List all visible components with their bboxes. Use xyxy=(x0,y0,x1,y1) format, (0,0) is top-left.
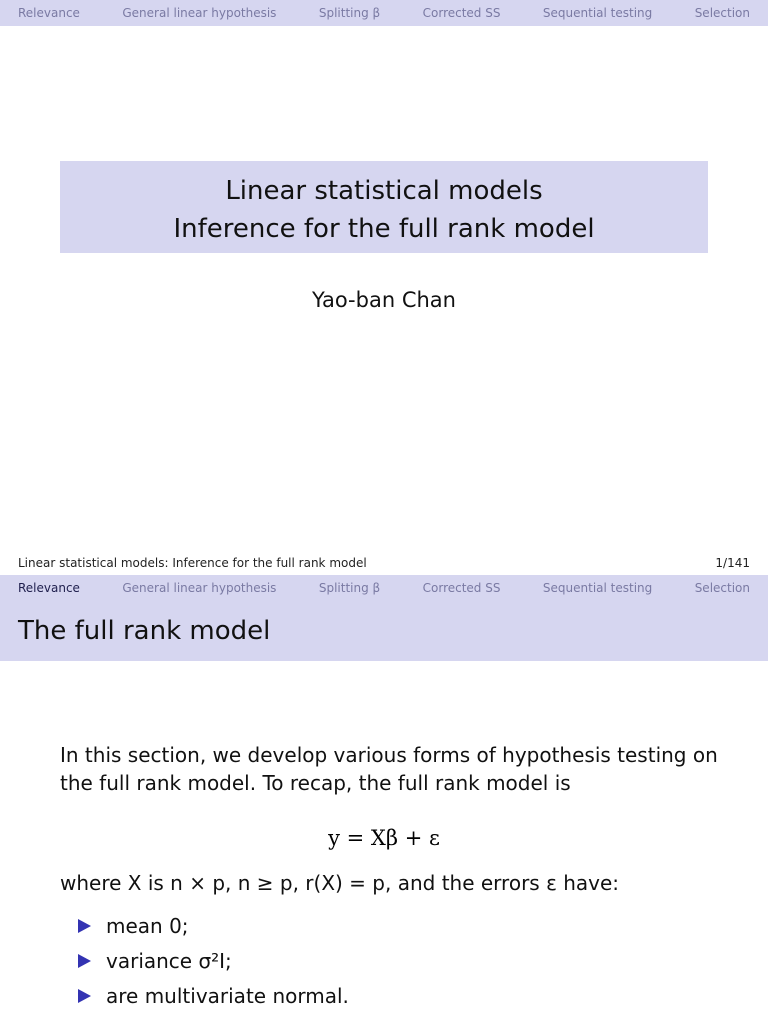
navbar-slide2 xyxy=(0,575,768,601)
navbar-slide1 xyxy=(0,0,768,26)
nav-item-general-linear-hypothesis[interactable]: General linear hypothesis xyxy=(122,581,277,595)
bullet-text: mean 0; xyxy=(106,913,189,938)
title-line-1: Linear statistical models xyxy=(225,176,543,206)
nav-item-sequential-testing[interactable]: Sequential testing xyxy=(542,6,653,20)
bullet-item xyxy=(78,978,349,1013)
page-number: 1/141 xyxy=(715,556,750,570)
author-name: Yao-ban Chan xyxy=(312,288,456,312)
nav-item-corrected-ss[interactable]: Corrected SS xyxy=(422,581,501,595)
model-equation: y = Xβ + ε xyxy=(328,826,440,850)
nav-item-sequential-testing[interactable]: Sequential testing xyxy=(542,581,653,595)
intro-line-2: the full rank model. To recap, the full rank model is xyxy=(60,771,571,795)
bullet-text: are multivariate normal. xyxy=(106,983,349,1008)
nav-item-general-linear-hypothesis[interactable]: General linear hypothesis xyxy=(122,6,277,20)
bullet-item xyxy=(78,908,349,943)
triangle-bullet-icon xyxy=(78,954,91,968)
nav-item-relevance[interactable]: Relevance xyxy=(18,581,80,595)
nav-item-splitting-beta[interactable]: Splitting β xyxy=(318,581,381,595)
bullet-text: variance σ²I; xyxy=(106,948,232,973)
nav-item-splitting-beta[interactable]: Splitting β xyxy=(318,6,381,20)
title-line-2: Inference for the full rank model xyxy=(173,214,595,244)
frame-title: The full rank model xyxy=(0,601,768,661)
title-box xyxy=(60,161,708,253)
footer-title: Linear statistical models: Inference for the full rank model xyxy=(18,556,367,570)
where-text: where X is n × p, n ≥ p, r(X) = p, and the errors ε have: xyxy=(60,871,620,895)
nav-item-selection[interactable]: Selection xyxy=(694,581,750,595)
nav-item-selection[interactable]: Selection xyxy=(694,6,750,20)
intro-paragraph xyxy=(60,741,718,797)
bullet-item xyxy=(78,943,349,978)
nav-item-corrected-ss[interactable]: Corrected SS xyxy=(422,6,501,20)
triangle-bullet-icon xyxy=(78,989,91,1003)
intro-line-1: In this section, we develop various forms of hypothesis testing on xyxy=(60,743,718,767)
bullet-list xyxy=(78,908,349,1013)
nav-item-relevance[interactable]: Relevance xyxy=(18,6,80,20)
triangle-bullet-icon xyxy=(78,919,91,933)
slide-footer xyxy=(18,556,750,574)
